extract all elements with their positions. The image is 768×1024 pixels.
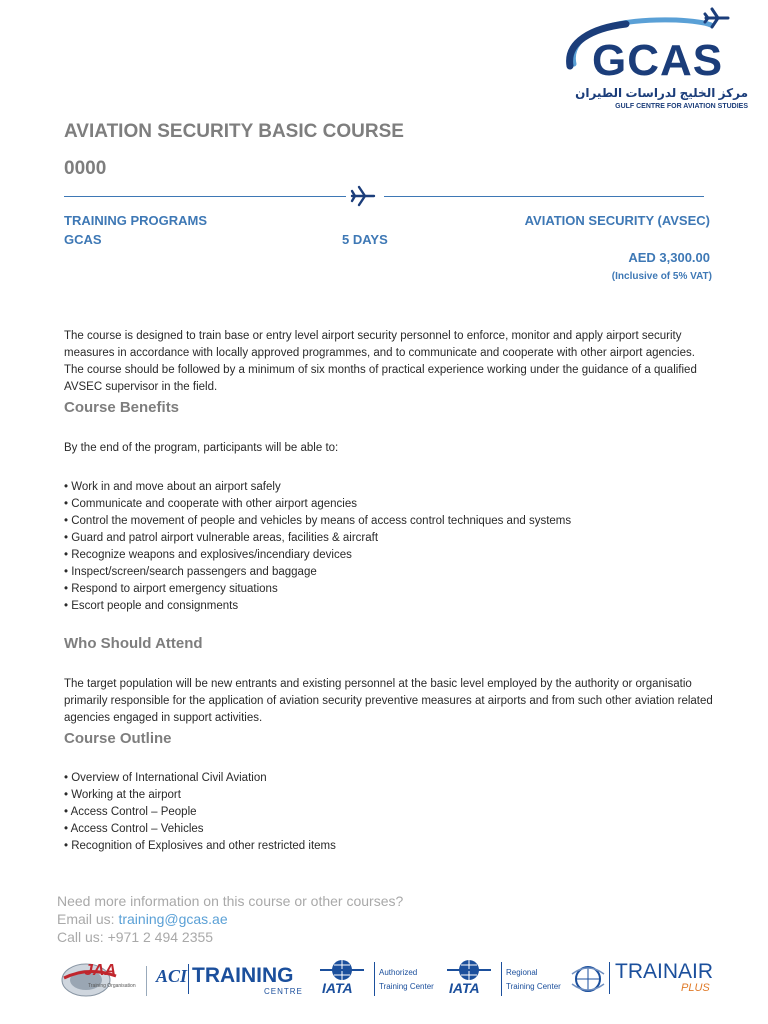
iata-authorized-line2: Training Center — [379, 982, 434, 991]
duration-label: 5 DAYS — [342, 232, 388, 247]
iata-regional-logo — [445, 958, 565, 1000]
list-item: • Control the movement of people and vehicles by means of access control techniques and systems — [64, 513, 714, 530]
list-item: • Working at the airport — [64, 787, 714, 804]
airplane-icon — [350, 185, 376, 207]
vat-note: (Inclusive of 5% VAT) — [611, 271, 712, 282]
list-item: • Overview of International Civil Aviation — [64, 770, 714, 787]
aci-wordmark: ACI — [156, 966, 188, 986]
logo-wordmark: GCAS — [592, 36, 724, 85]
iata-separator — [501, 962, 502, 996]
logo-arabic-name: مركز الخليج لدراسات الطيران — [575, 86, 748, 100]
trainair-separator — [609, 962, 610, 994]
iata-authorized-line1: Authorized — [379, 968, 418, 977]
outline-list — [64, 770, 714, 855]
list-item: • Respond to airport emergency situations — [64, 581, 714, 598]
list-item: • Inspect/screen/search passengers and baggage — [64, 564, 714, 581]
list-item: • Work in and move about an airport safely — [64, 479, 714, 496]
aci-centre-word: CENTRE — [264, 987, 303, 996]
aci-separator — [188, 964, 189, 994]
iata-wordmark: IATA — [322, 980, 353, 996]
partner-separator — [146, 966, 147, 996]
contact-phone: Call us: +971 2 494 2355 — [57, 929, 214, 945]
attend-heading: Who Should Attend — [64, 635, 203, 652]
course-title: AVIATION SECURITY BASIC COURSE — [64, 121, 404, 142]
list-item: • Access Control – People — [64, 804, 714, 821]
course-code: 0000 — [64, 158, 107, 179]
benefits-heading: Course Benefits — [64, 399, 180, 416]
trainair-plus-logo — [569, 958, 719, 1000]
course-description: The course is designed to train base or entry level airport security personnel to enforce, monitor and apply airport security measures in accordance with locally approved programmes, and to communicate and cooperate with other airport agencies. The course should be followed by a minimum of six months of practical experience working under the guidance of a qualified AVSEC supervisor in the field. — [64, 330, 697, 393]
price-label: AED 3,300.00 — [628, 250, 710, 265]
divider-line-right — [384, 196, 704, 197]
list-item: • Escort people and consignments — [64, 598, 714, 615]
category-label: AVIATION SECURITY (AVSEC) — [524, 213, 710, 228]
trainair-wordmark: TRAINAIR — [615, 960, 714, 983]
jaa-subtitle: Training Organisation — [88, 983, 136, 989]
iata-wordmark: IATA — [449, 980, 480, 996]
iata-regional-line1: Regional — [506, 968, 538, 977]
program-label: TRAINING PROGRAMS — [64, 213, 207, 228]
aci-training-word: TRAINING — [192, 964, 294, 987]
email-prefix: Email us: — [57, 911, 119, 927]
aci-training-logo — [152, 958, 312, 1000]
email-link[interactable]: training@gcas.ae — [118, 911, 228, 927]
jaa-logo — [58, 958, 142, 1000]
list-item: • Communicate and cooperate with other airport agencies — [64, 496, 714, 513]
iata-regional-line2: Training Center — [506, 982, 561, 991]
contact-prompt: Need more information on this course or other courses? — [57, 893, 404, 909]
list-item: • Guard and patrol airport vulnerable areas, facilities & aircraft — [64, 530, 714, 547]
iata-authorized-logo — [318, 958, 438, 1000]
iata-separator — [374, 962, 375, 996]
trainair-plus-word: PLUS — [681, 982, 710, 994]
icao-emblem-icon — [569, 960, 607, 998]
organization-label: GCAS — [64, 232, 102, 247]
jaa-wordmark: JAA — [84, 962, 117, 979]
outline-heading: Course Outline — [64, 730, 172, 747]
logo-english-name: GULF CENTRE FOR AVIATION STUDIES — [615, 103, 748, 110]
list-item: • Recognition of Explosives and other restricted items — [64, 838, 714, 855]
list-item: • Recognize weapons and explosives/incendiary devices — [64, 547, 714, 564]
benefits-intro: By the end of the program, participants will be able to: — [64, 442, 339, 454]
contact-email-line — [57, 911, 228, 927]
gcas-logo — [566, 6, 750, 112]
attend-text: The target population will be new entrants and existing personnel at the basic level employed by the authority or organisatio primarily responsible for the application of aviation security preventive measures at airports and from such other aviation related agencies engaged in support activities. — [64, 678, 713, 724]
list-item: • Access Control – Vehicles — [64, 821, 714, 838]
benefits-list — [64, 479, 714, 615]
divider-line-left — [64, 196, 346, 197]
